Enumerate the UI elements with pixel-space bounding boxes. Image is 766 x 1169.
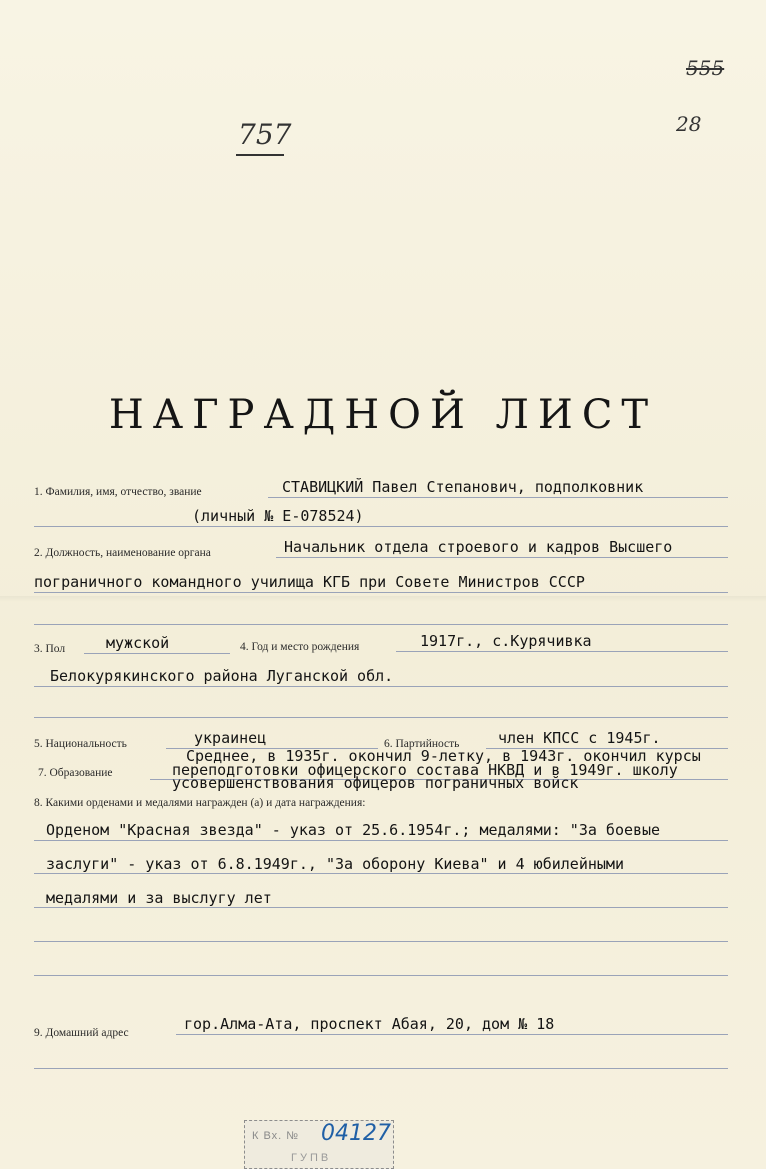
field-8-value-1: Орденом "Красная звезда" - указ от 25.6.1954г.; медалями: "За боевые: [46, 821, 661, 839]
archive-number-underline: [236, 154, 284, 156]
field-1-line-2: [34, 526, 728, 527]
field-8-value-3: медалями и за выслугу лет: [46, 889, 272, 907]
field-7-value-2: переподготовки офицерского состава НКВД и в 1949г. школу: [172, 761, 678, 779]
field-9-label: 9. Домашний адрес: [34, 1027, 129, 1039]
field-6-value: член КПСС с 1945г.: [498, 729, 661, 747]
field-2-value: Начальник отдела строевого и кадров Высшего: [284, 538, 673, 556]
registration-stamp: [244, 1120, 394, 1169]
field-2-label: 2. Должность, наименование органа: [34, 547, 211, 559]
struck-page-number: 555: [686, 56, 725, 80]
field-2-value-2: пограничного командного училища КГБ при Совете Министров СССР: [34, 573, 585, 591]
field-5-value: украинец: [194, 729, 267, 747]
field-8-label: 8. Какими орденами и медалями награжден (а) и дата награждения:: [34, 797, 366, 809]
field-2-line-2: [34, 592, 728, 593]
field-1-line: [268, 497, 728, 498]
field-9-line: [176, 1034, 728, 1035]
field-3-value: мужской: [106, 634, 170, 652]
field-7-value-1: Среднее, в 1935г. окончил 9-летку, в 1943г. окончил курсы: [186, 747, 701, 765]
archive-number: 757: [238, 118, 292, 151]
field-1-value-2: (личный № Е-078524): [192, 507, 364, 525]
field-9-value: гор.Алма-Ата, проспект Абая, 20, дом № 18: [184, 1015, 555, 1033]
paper-fold: [0, 596, 766, 602]
stamp-bottom-text: ГУПВ: [291, 1152, 332, 1164]
field-4-line-2: [34, 686, 728, 687]
field-9-line-2: [34, 1068, 728, 1069]
field-3-line: [84, 653, 230, 654]
field-6-label: 6. Партийность: [384, 738, 460, 750]
field-8-line-3: [34, 907, 728, 908]
stamp-number: 04127: [321, 1121, 391, 1146]
field-1-label: 1. Фамилия, имя, отчество, звание: [34, 486, 202, 498]
field-4-value: 1917г., с.Курячивка: [420, 632, 592, 650]
field-8-line-1: [34, 840, 728, 841]
field-1-value: СТАВИЦКИЙ Павел Степанович, подполковник: [282, 478, 644, 496]
field-8-line-2: [34, 873, 728, 874]
field-8-line-4: [34, 941, 728, 942]
field-4-line-3: [34, 717, 728, 718]
field-7-value-3: усовершенствования офицеров пограничных войск: [172, 774, 579, 792]
stamp-prefix: К Вх. №: [252, 1130, 300, 1142]
field-3-label: 3. Пол: [34, 643, 66, 655]
field-4-line: [396, 651, 728, 652]
field-8-value-2: заслуги" - указ от 6.8.1949г., "За оборону Киева" и 4 юбилейными: [46, 855, 624, 873]
field-5-label: 5. Национальность: [34, 738, 127, 750]
field-4-value-2: Белокурякинского района Луганской обл.: [50, 667, 394, 685]
document-title: НАГРАДНОЙ ЛИСТ: [108, 392, 658, 438]
field-7-label: 7. Образование: [38, 767, 113, 779]
field-2-line-3: [34, 624, 728, 625]
field-2-line: [276, 557, 728, 558]
field-4-label: 4. Год и место рождения: [240, 641, 360, 653]
page-number: 28: [676, 112, 702, 136]
field-8-line-5: [34, 975, 728, 976]
